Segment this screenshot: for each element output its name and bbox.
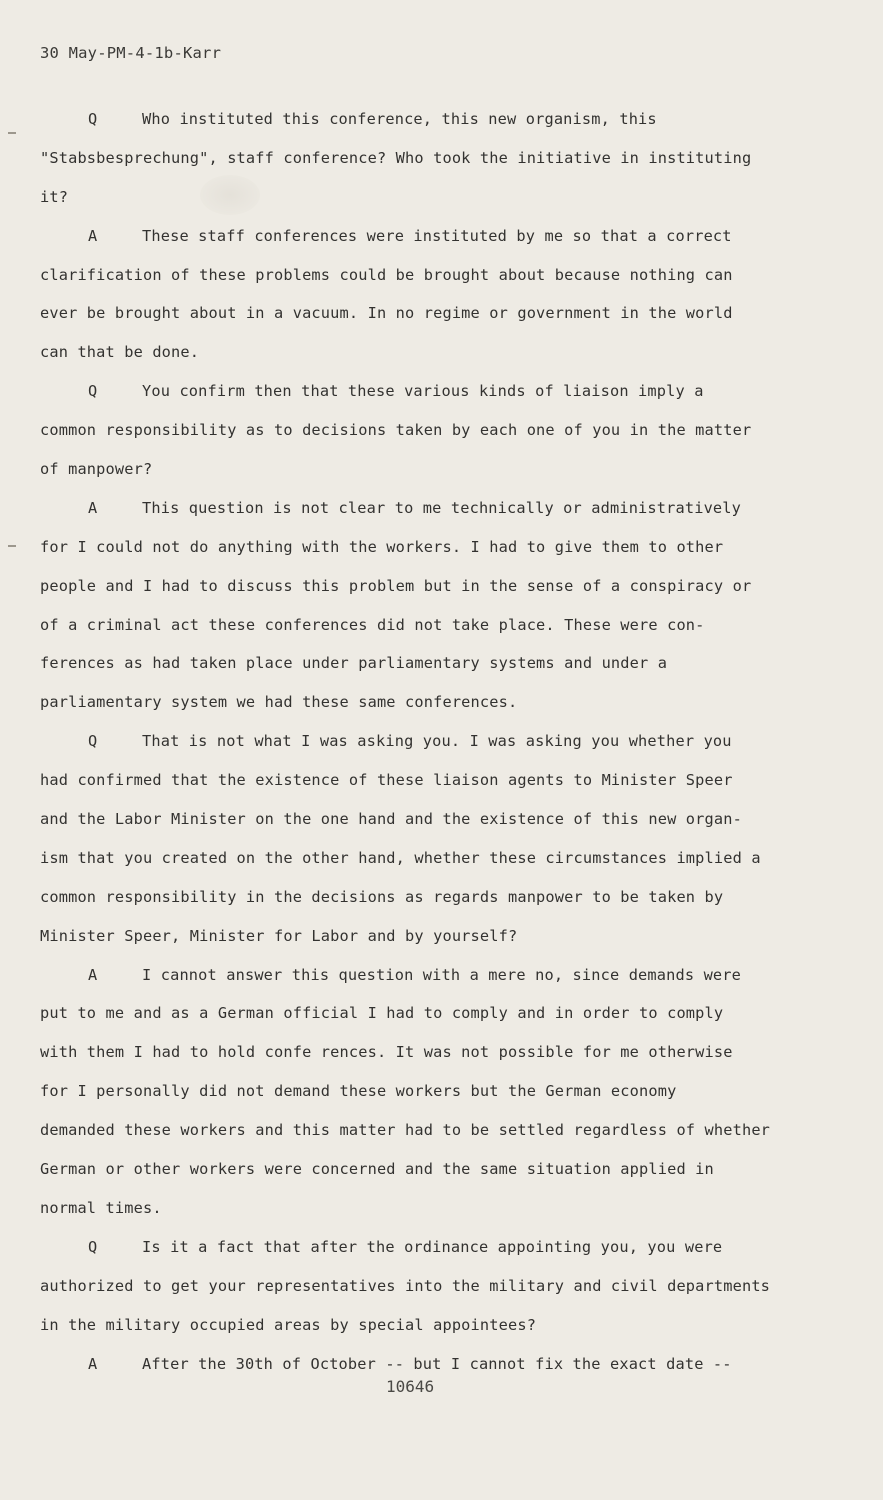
- transcript-line: [40, 878, 785, 917]
- line-text: had confirmed that the existence of these liaison agents to Minister Speer: [40, 771, 733, 790]
- line-text: Is it a fact that after the ordinance appointing you, you were: [142, 1237, 723, 1256]
- transcript-paragraph: [40, 100, 785, 217]
- line-text: put to me and as a German official I had to comply and in order to comply: [40, 1004, 724, 1023]
- speaker-label: Q: [88, 382, 98, 401]
- line-text: I cannot answer this question with a mere no, since demands were: [142, 965, 742, 984]
- transcript-line: [40, 411, 785, 450]
- line-text: of manpower?: [40, 460, 153, 479]
- line-text: ism that you created on the other hand, whether these circumstances implied a: [40, 848, 761, 867]
- line-text: demanded these workers and this matter had to be settled regardless of whether: [40, 1121, 771, 1140]
- transcript-line: [40, 1033, 785, 1072]
- line-text: ferences as had taken place under parliamentary systems and under a: [40, 654, 668, 673]
- line-text: people and I had to discuss this problem but in the sense of a conspiracy or: [40, 576, 752, 595]
- line-text: of a criminal act these conferences did not take place. These were con-: [40, 615, 705, 634]
- speaker-label: A: [88, 226, 98, 245]
- line-text: in the military occupied areas by special appointees?: [40, 1315, 537, 1334]
- transcript-line: [40, 917, 785, 956]
- transcript-line: [40, 1072, 785, 1111]
- line-text: "Stabsbesprechung", staff conference? Who took the initiative in instituting: [40, 148, 752, 167]
- speaker-label: Q: [88, 732, 98, 751]
- page-number: 10646: [386, 1377, 435, 1396]
- transcript-line: [40, 256, 785, 295]
- line-text: common responsibility as to decisions taken by each one of you in the matter: [40, 421, 752, 440]
- transcript-line: [40, 1306, 785, 1345]
- transcript-line: [40, 372, 785, 411]
- transcript-line: [40, 1228, 785, 1267]
- transcript-line: [40, 1189, 785, 1228]
- transcript-line: [40, 800, 785, 839]
- line-text: These staff conferences were instituted by me so that a correct: [142, 226, 732, 245]
- line-text: You confirm then that these various kinds of liaison imply a: [142, 382, 704, 401]
- transcript-paragraph: [40, 722, 785, 955]
- transcript-line: [40, 644, 785, 683]
- speaker-label: Q: [88, 1237, 98, 1256]
- transcript-line: [40, 683, 785, 722]
- transcript-body: [40, 100, 785, 1383]
- transcript-line: [40, 761, 785, 800]
- transcript-line: [40, 139, 785, 178]
- line-text: After the 30th of October -- but I cannot fix the exact date --: [142, 1354, 732, 1373]
- transcript-line: [40, 956, 785, 995]
- margin-mark: [8, 545, 16, 547]
- line-text: That is not what I was asking you. I was asking you whether you: [142, 732, 732, 751]
- transcript-line: [40, 1150, 785, 1189]
- transcript-paragraph: [40, 956, 785, 1228]
- transcript-line: [40, 450, 785, 489]
- transcript-line: [40, 839, 785, 878]
- page-header: 30 May-PM-4-1b-Karr: [40, 44, 222, 62]
- line-text: for I could not do anything with the workers. I had to give them to other: [40, 537, 724, 556]
- line-text: German or other workers were concerned and the same situation applied in: [40, 1160, 714, 1179]
- line-text: ever be brought about in a vacuum. In no regime or government in the world: [40, 304, 733, 323]
- transcript-paragraph: [40, 372, 785, 489]
- transcript-line: [40, 528, 785, 567]
- transcript-paragraph: [40, 217, 785, 373]
- transcript-line: [40, 489, 785, 528]
- line-text: clarification of these problems could be brought about because nothing can: [40, 265, 733, 284]
- line-text: parliamentary system we had these same conferences.: [40, 693, 518, 712]
- line-text: This question is not clear to me technically or administratively: [142, 498, 742, 517]
- speaker-label: Q: [88, 110, 98, 128]
- line-text: with them I had to hold confe rences. It was not possible for me otherwise: [40, 1043, 733, 1062]
- transcript-line: [40, 178, 785, 217]
- transcript-line: [40, 1267, 785, 1306]
- line-text: authorized to get your representatives into the military and civil departments: [40, 1276, 771, 1295]
- margin-mark: [8, 132, 16, 134]
- transcript-line: [40, 294, 785, 333]
- transcript-line: [40, 606, 785, 645]
- transcript-paragraph: [40, 489, 785, 722]
- line-text: and the Labor Minister on the one hand and the existence of this new organ-: [40, 810, 742, 829]
- line-text: Minister Speer, Minister for Labor and by yourself?: [40, 926, 518, 945]
- transcript-paragraph: [40, 1228, 785, 1345]
- transcript-line: [40, 994, 785, 1033]
- transcript-line: [40, 722, 785, 761]
- transcript-line: [40, 567, 785, 606]
- transcript-line: [40, 1111, 785, 1150]
- line-text: for I personally did not demand these workers but the German economy: [40, 1082, 677, 1101]
- speaker-label: A: [88, 965, 98, 984]
- speaker-label: A: [88, 1354, 98, 1373]
- line-text: it?: [40, 187, 69, 206]
- line-text: Who instituted this conference, this new organism, this: [142, 110, 657, 128]
- transcript-line: [40, 217, 785, 256]
- transcript-line: [40, 333, 785, 372]
- line-text: can that be done.: [40, 343, 200, 362]
- speaker-label: A: [88, 498, 98, 517]
- transcript-line: [40, 100, 785, 139]
- line-text: common responsibility in the decisions as regards manpower to be taken by: [40, 887, 724, 906]
- line-text: normal times.: [40, 1198, 162, 1217]
